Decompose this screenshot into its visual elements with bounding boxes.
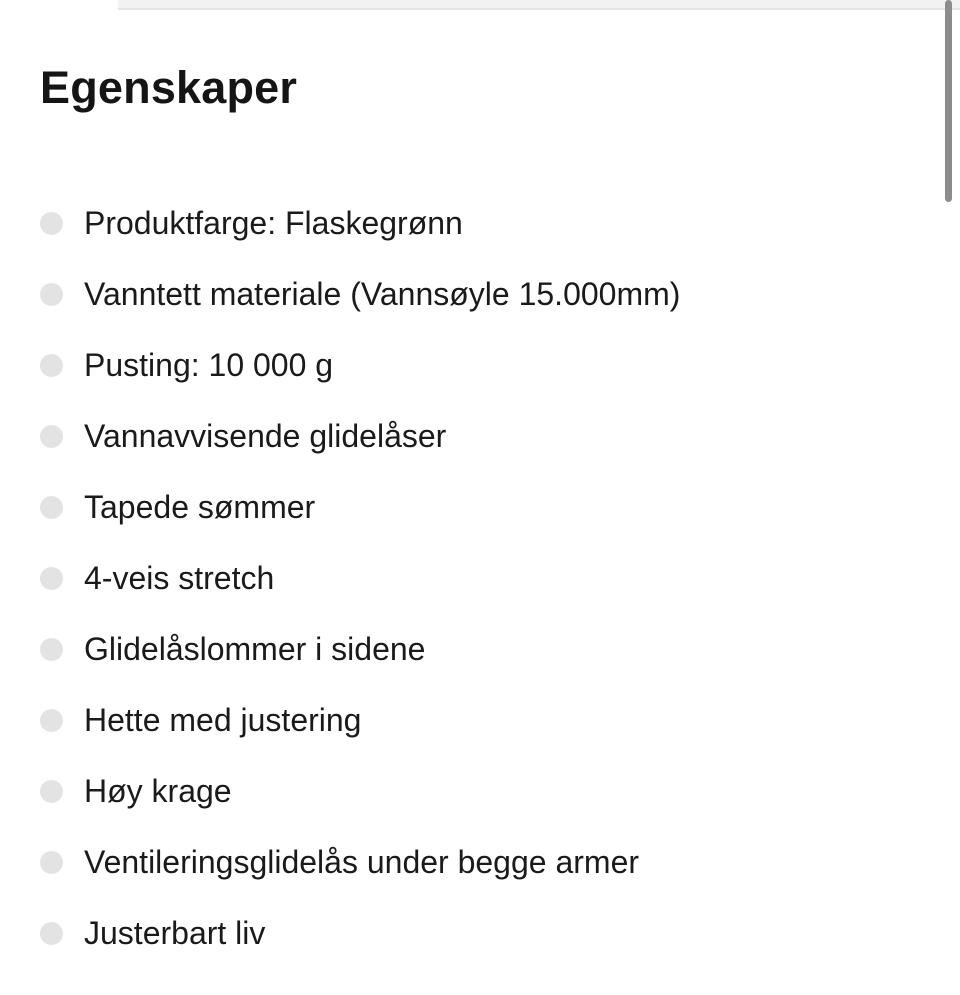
- inactive-tab-edge[interactable]: [118, 0, 960, 10]
- feature-label: Produktfarge: Flaskegrønn: [84, 205, 463, 241]
- bullet-icon: [40, 567, 63, 590]
- list-item: [0, 756, 930, 827]
- feature-label: Vannavvisende glidelåser: [84, 418, 447, 454]
- bullet-icon: [40, 638, 63, 661]
- list-item: [0, 543, 930, 614]
- feature-label: Justerbart liv: [84, 915, 266, 951]
- feature-label: Pusting: 10 000 g: [84, 347, 334, 383]
- list-item: [0, 188, 930, 259]
- list-item: [0, 472, 930, 543]
- feature-label: Hette med justering: [84, 702, 362, 738]
- list-item: [0, 614, 930, 685]
- feature-label: Tapede sømmer: [84, 489, 316, 525]
- top-tab-bar: [0, 0, 960, 10]
- bullet-icon: [40, 780, 63, 803]
- feature-list: [0, 188, 930, 969]
- bullet-icon: [40, 851, 63, 874]
- bullet-icon: [40, 709, 63, 732]
- list-item: [0, 259, 930, 330]
- feature-label: Høy krage: [84, 773, 232, 809]
- scrollbar-thumb[interactable]: [945, 0, 952, 202]
- feature-label: Ventileringsglidelås under begge armer: [84, 844, 640, 880]
- active-tab-edge[interactable]: [0, 0, 118, 10]
- features-panel: [0, 10, 960, 995]
- bullet-icon: [40, 354, 63, 377]
- bullet-icon: [40, 922, 63, 945]
- list-item: [0, 898, 930, 969]
- bullet-icon: [40, 212, 63, 235]
- list-item: [0, 685, 930, 756]
- bullet-icon: [40, 283, 63, 306]
- feature-label: Glidelåslommer i sidene: [84, 631, 426, 667]
- section-title: Egenskaper: [40, 62, 298, 113]
- bullet-icon: [40, 425, 63, 448]
- feature-label: 4-veis stretch: [84, 560, 275, 596]
- vertical-scrollbar[interactable]: [944, 0, 960, 995]
- list-item: [0, 330, 930, 401]
- bullet-icon: [40, 496, 63, 519]
- list-item: [0, 827, 930, 898]
- list-item: [0, 401, 930, 472]
- feature-label: Vanntett materiale (Vannsøyle 15.000mm): [84, 276, 681, 312]
